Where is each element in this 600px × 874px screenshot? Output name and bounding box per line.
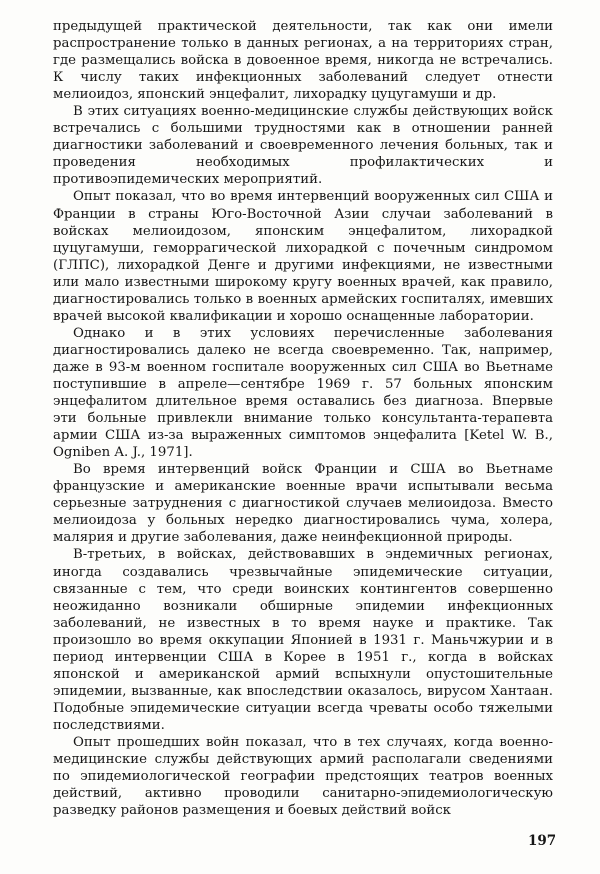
paragraph: В этих ситуациях военно-медицинские службы действующих войск встречались с большими трудностями как в отношении ранней диагностики заболеваний и своевременного лечения больных, так и проведения необходимых профилактических и противоэпидемических мероприятий.: [53, 104, 553, 188]
paragraph: Опыт показал, что во время интервенций вооруженных сил США и Франции в страны Юго-Восточной Азии случаи заболеваний в войсках мелиоидозом, японским энцефалитом, лихорадкой цуцугамуши, геморрагической лихорадкой с почечным синдромом (ГЛПС), лихорадкой Денге и другими инфекциями, не известными или мало известными широкому кругу военных врачей, как правило, диагностировались только в военных армейских госпиталях, имевших врачей высокой квалификации и хорошо оснащенные лаборатории.: [53, 189, 553, 324]
paragraph: В-третьих, в войсках, действовавших в эндемичных регионах, иногда создавались чрезвычайные эпидемические ситуации, связанные с тем, что среди воинских контингентов совершенно неожиданно возникали обширные эпидемии инфекционных заболеваний, не известных в то время науке и практике. Так произошло во время оккупации Японией в 1931 г. Маньчжурии и в период интервенции США в Корее в 1951 г., когда в войсках японской и американской армий вспыхнули опустошительные эпидемии, вызванные, как впоследствии оказалось, вирусом Хантаан. Подобные эпидемические ситуации всегда чреваты особо тяжелыми последствиями.: [53, 547, 553, 733]
paragraph: Во время интервенций войск Франции и США во Вьетнаме французские и американские военные врачи испытывали весьма серьезные затруднения с диагностикой случаев мелиоидоза. Вместо мелиоидоза у больных нередко диагностировались чума, холера, малярия и другие заболевания, даже неинфекционной природы.: [53, 462, 553, 546]
paragraph: предыдущей практической деятельности, так как они имели распространение только в данных регионах, а на территориях стран, где размещались войска в довоенное время, никогда не встречались. К числу таких инфекционных заболеваний следует отнести мелиоидоз, японский энцефалит, лихорадку цуцугамуши и др.: [53, 19, 553, 103]
paragraph: Однако и в этих условиях перечисленные заболевания диагностировались далеко не всегда своевременно. Так, например, даже в 93-м военном госпитале вооруженных сил США во Вьетнаме поступившие в апреле—сентябре 1969 г. 57 больных японским энцефалитом длительное время оставались без диагноза. Впервые эти больные привлекли внимание только консультанта-терапевта армии США из-за выраженных симптомов энцефалита [Ketel W. B., Ogniben A. J., 1971].: [53, 325, 553, 461]
page-number: 197: [528, 833, 557, 849]
body-text: [53, 18, 553, 819]
paragraph: Опыт прошедших войн показал, что в тех случаях, когда военно-медицинские службы действующих армий располагали сведениями по эпидемиологической географии предстоящих театров военных действий, активно проводили санитарно-эпидемиологическую разведку районов размещения и боевых действий войск: [53, 734, 553, 819]
